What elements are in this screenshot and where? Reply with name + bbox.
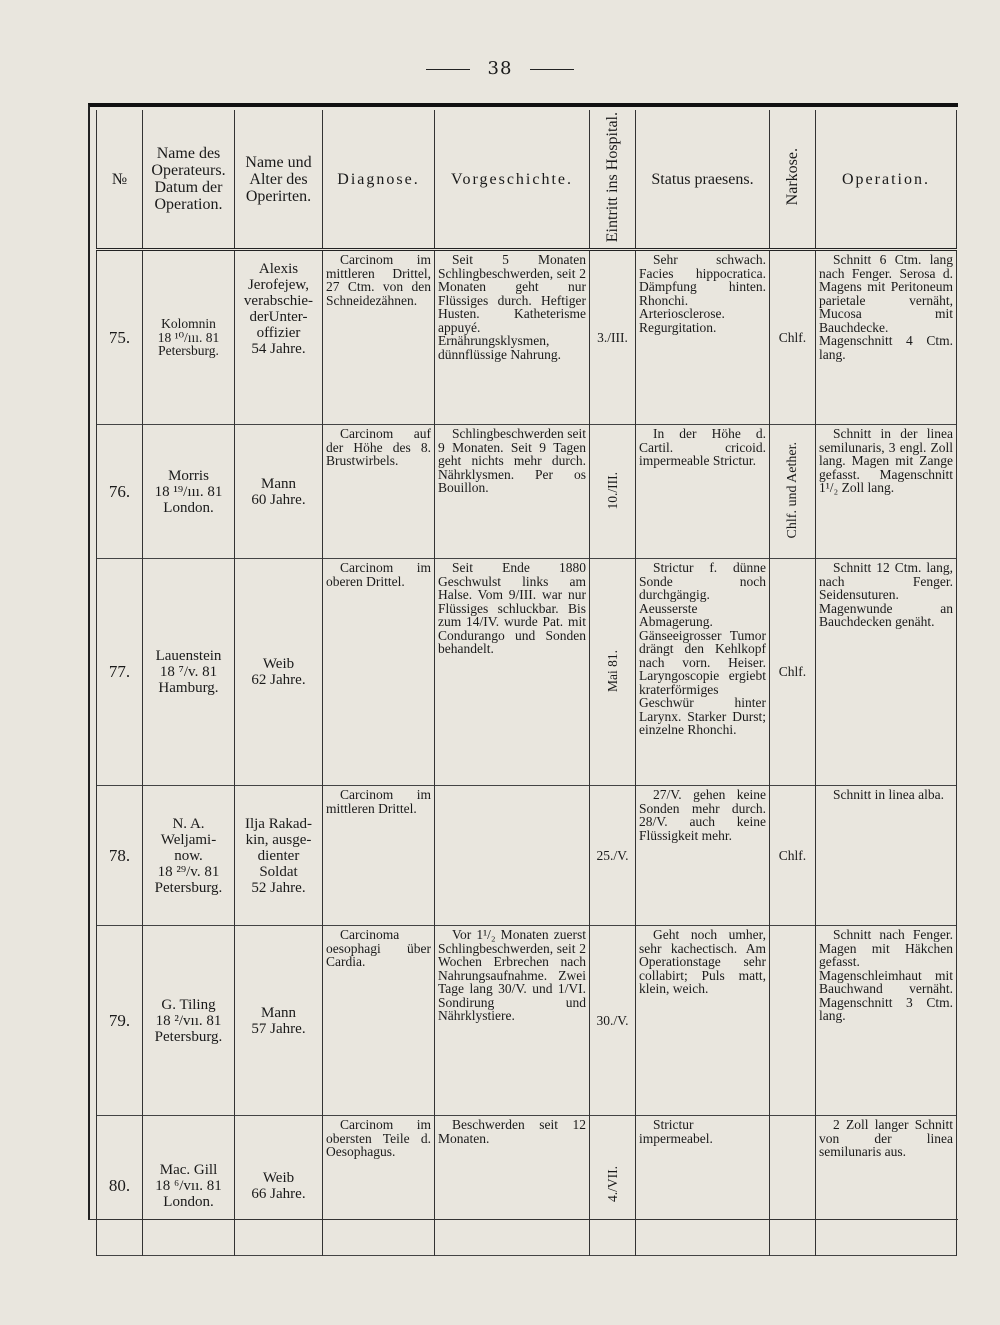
history-cell: [435, 786, 590, 926]
patient-cell: Alexis Jerofejew, verabschie- derUnter- offizier 54 Jahre.: [235, 250, 323, 425]
table-row: [97, 559, 957, 786]
admission-cell: 25./V.: [590, 786, 636, 926]
status-cell: In der Höhe d. Cartil. cricoid. impermeable Strictur.: [636, 425, 770, 559]
status-cell: Geht noch umher, sehr kachectisch. Am Operationstage sehr collabirt; Puls matt, klein, weich.: [636, 926, 770, 1116]
diagnose-cell: Carcinom im mittleren Drittel, 27 Ctm. von den Schneidezähnen.: [323, 250, 435, 425]
narkose-cell: Chlf.: [770, 786, 816, 926]
operation-cell: Schnitt 6 Ctm. lang nach Fenger. Serosa d. Magens mit Peritoneum parietale vernäht, Mucosa mit Bauchdecke. Magenschnitt 4 Ctm. lang.: [816, 250, 957, 425]
patient-cell: Weib 62 Jahre.: [235, 559, 323, 786]
header-admission-cell: [590, 110, 636, 250]
operator-cell: Mac. Gill 18 ⁶/vıı. 81 London.: [143, 1116, 235, 1256]
header-narkose-cell: [770, 110, 816, 250]
operations-table: [96, 110, 957, 1256]
operation-cell: Schnitt 12 Ctm. lang, nach Fenger. Seidensuturen. Magenwunde an Bauchdecken genäht.: [816, 559, 957, 786]
table-row: [97, 425, 957, 559]
history-cell: Beschwerden seit 12 Monaten.: [435, 1116, 590, 1256]
row-number: 77.: [97, 559, 143, 786]
narkose-cell: Chlf.: [770, 559, 816, 786]
header-admission: Eintritt ins Hospital.: [604, 112, 621, 243]
status-cell: Sehr schwach. Facies hippocratica. Dämpfung hinten. Rhonchi. Arteriosclerose. Regurgitation.: [636, 250, 770, 425]
admission-cell-wrap: [590, 559, 636, 786]
header-history: Vorgeschichte.: [435, 110, 590, 250]
history-cell: Seit 5 Monaten Schlingbeschwerden, seit 2 Monaten geht nur Flüssiges durch. Heftiger Husten. Katheterisme appuyé. Ernährungsklysmen, dünnflüssige Nahrung.: [435, 250, 590, 425]
status-cell: Strictur f. dünne Sonde noch durchgängig. Aeusserste Abmagerung. Gänseeigrosser Tumor drängt den Kehlkopf nach vorn. Heiser. Laryngoscopie ergiebt kraterförmiges Geschwür hinter Larynx. Starker Durst; einzelne Rhonchi.: [636, 559, 770, 786]
history-cell: Schlingbeschwerden seit 9 Monaten. Seit 9 Tagen geht nichts mehr durch. Nährklysmen. Per os Bouillon.: [435, 425, 590, 559]
patient-cell: Ilja Rakad- kin, ausge- dienter Soldat 52 Jahre.: [235, 786, 323, 926]
patient-cell: Mann 57 Jahre.: [235, 926, 323, 1116]
operation-cell: Schnitt nach Fenger. Magen mit Häkchen gefasst. Magenschleimhaut mit Bauchwand vernäht. Magenschnitt 3 Ctm. lang.: [816, 926, 957, 1116]
narkose-cell: Chlf.: [770, 250, 816, 425]
diagnose-cell: Carcinom auf der Höhe des 8. Brustwirbels.: [323, 425, 435, 559]
header-num: №: [97, 110, 143, 250]
history-cell: Seit Ende 1880 Geschwulst links am Halse. Vom 9/III. war nur Flüssiges schluckbar. Bis zum 14/IV. wurde Pat. mit Condurango und Sonden behandelt.: [435, 559, 590, 786]
status-cell: Strictur impermeabel.: [636, 1116, 770, 1256]
admission-cell: 30./V.: [590, 926, 636, 1116]
row-number: 75.: [97, 250, 143, 425]
header-patient: Name und Alter des Operirten.: [235, 110, 323, 250]
admission-cell-wrap: [590, 1116, 636, 1256]
history-cell: Vor 1¹/₂ Monaten zuerst Schlingbeschwerden, seit 2 Wochen Erbrechen nach Nahrungsaufnahme. Zwei Tage lang 30/V. und 1/VI. Sondirung und Nährklystiere.: [435, 926, 590, 1116]
row-number: 76.: [97, 425, 143, 559]
operation-cell: 2 Zoll langer Schnitt von der linea semilunaris aus.: [816, 1116, 957, 1256]
diagnose-cell: Carcinom im mittleren Drittel.: [323, 786, 435, 926]
operator-cell: G. Tiling 18 ²/vıı. 81 Petersburg.: [143, 926, 235, 1116]
header-narkose: Narkose.: [784, 148, 801, 206]
narkose-cell-wrap: [770, 425, 816, 559]
admission-cell-wrap: [590, 425, 636, 559]
patient-cell: Weib 66 Jahre.: [235, 1116, 323, 1256]
operator-cell: Kolomnin 18 ¹⁰/ııı. 81 Petersburg.: [143, 250, 235, 425]
row-number: 78.: [97, 786, 143, 926]
table-row: [97, 926, 957, 1116]
narkose-cell: [770, 1116, 816, 1256]
header-status: Status praesens.: [636, 110, 770, 250]
page-number: [0, 58, 1000, 79]
status-cell: 27/V. gehen keine Sonden mehr durch. 28/V. auch keine Flüssigkeit mehr.: [636, 786, 770, 926]
header-diagnose: Diagnose.: [323, 110, 435, 250]
page-number-right-rule: [530, 69, 574, 70]
header-operator: Name des Operateurs. Datum der Operation.: [143, 110, 235, 250]
patient-cell: Mann 60 Jahre.: [235, 425, 323, 559]
admission-cell: 10./III.: [604, 471, 620, 510]
narkose-cell: [770, 926, 816, 1116]
operator-cell: Morris 18 ¹⁹/ııı. 81 London.: [143, 425, 235, 559]
operator-cell: N. A. Weljami- now. 18 ²⁹/v. 81 Petersburg.: [143, 786, 235, 926]
table-row: [97, 1116, 957, 1256]
page-number-text: 38: [487, 58, 513, 79]
diagnose-cell: Carcinoma oesophagi über Cardia.: [323, 926, 435, 1116]
operation-cell: Schnitt in linea alba.: [816, 786, 957, 926]
operator-cell: Lauenstein 18 ⁷/v. 81 Hamburg.: [143, 559, 235, 786]
admission-cell: 4./VII.: [604, 1166, 620, 1203]
table-row: [97, 786, 957, 926]
narkose-cell: Chlf. und Aether.: [784, 442, 800, 539]
page-number-left-rule: [426, 69, 470, 70]
admission-cell: Mai 81.: [604, 649, 620, 692]
row-number: 80.: [97, 1116, 143, 1256]
header-operation: Operation.: [816, 110, 957, 250]
table-row: [97, 250, 957, 425]
operation-cell: Schnitt in der linea semilunaris, 3 engl. Zoll lang. Magen mit Zange gefasst. Magenschnitt 1¹/₂ Zoll lang.: [816, 425, 957, 559]
row-number: 79.: [97, 926, 143, 1116]
header-row: [97, 110, 957, 250]
diagnose-cell: Carcinom im oberen Drittel.: [323, 559, 435, 786]
diagnose-cell: Carcinom im obersten Teile d. Oesophagus.: [323, 1116, 435, 1256]
admission-cell: 3./III.: [590, 250, 636, 425]
